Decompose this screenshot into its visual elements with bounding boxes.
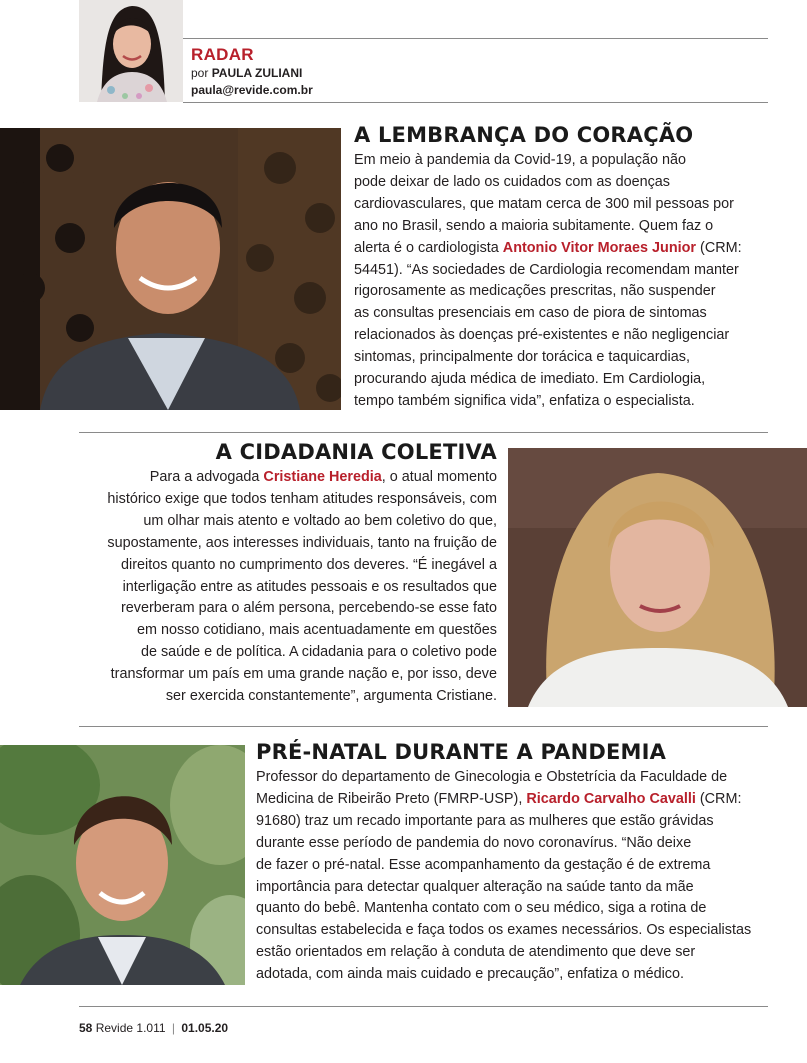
publication-name: Revide 1.011: [95, 1021, 166, 1035]
person-name-lawyer: Cristiane Heredia: [263, 469, 382, 485]
line: de fazer o pré-natal. Esse acompanhamento da gestação é de extrema: [256, 856, 711, 873]
line: [256, 789, 776, 811]
line: um olhar mais atento e voltado ao bem coletivo do que,: [143, 512, 497, 529]
line: 91680) traz um recado importante para as mulheres que estão grávidas: [256, 812, 714, 829]
line-part: Para a advogada: [149, 469, 264, 485]
line: pode deixar de lado os cuidados com as doenças: [354, 173, 671, 190]
article-3-photo: [0, 745, 245, 985]
article-1-body: [354, 150, 774, 413]
author-email: paula@revide.com.br: [191, 83, 313, 97]
footer-separator: |: [171, 1021, 175, 1035]
issue-date: 01.05.20: [181, 1021, 229, 1035]
line: rigorosamente as medicações prescritas, não suspender: [354, 283, 716, 300]
page-footer: [79, 1021, 228, 1035]
line-part: , o atual momento: [381, 469, 497, 485]
line: em nosso cotidiano, mais acentuadamente em questões: [137, 622, 497, 639]
divider-2: [79, 726, 768, 727]
line: consultas estabelecida e faça todos os exames necessários. Os especialistas: [256, 922, 752, 939]
line: cardiovasculares, que matam cerca de 300 mil pessoas por: [354, 195, 734, 212]
article-3-title: PRÉ-NATAL DURANTE A PANDEMIA: [256, 740, 667, 764]
line: 54451). “As sociedades de Cardiologia recomendam manter: [354, 261, 739, 278]
person-name-cardiologist: Antonio Vitor Moraes Junior: [502, 239, 697, 256]
article-3-body: [256, 767, 776, 986]
article-2-title: A CIDADANIA COLETIVA: [215, 440, 497, 464]
line: reverberam para o além persona, percebendo-se esse fato: [121, 600, 497, 617]
line: interligação entre as atitudes pessoais e os resultados que: [122, 578, 497, 595]
byline: [191, 66, 302, 80]
section-label: RADAR: [191, 45, 254, 64]
line: ser exercida constantemente”, argumenta Cristiane.: [165, 688, 497, 705]
line: transformar um país em uma grande nação e, por isso, deve: [110, 666, 497, 683]
line-part: (CRM:: [696, 239, 742, 256]
line-part: Medicina de Ribeirão Preto (FMRP-USP),: [256, 790, 527, 807]
line: supostamente, aos interesses individuais, tanto na fruição de: [107, 534, 497, 551]
line-part: (CRM:: [695, 790, 742, 807]
byline-prefix: por: [191, 66, 209, 80]
columnist-photo: [79, 0, 183, 102]
line: quanto do bebê. Mantenha contato com o seu médico, siga a rotina de: [256, 900, 707, 917]
author-name: PAULA ZULIANI: [211, 66, 303, 80]
header-bottom-rule: [183, 102, 768, 103]
line: sintomas, principalmente dor torácica e taquicardias,: [354, 349, 690, 366]
line: [354, 238, 774, 260]
line: [67, 467, 497, 489]
article-1-photo: [0, 128, 341, 410]
article-2-photo: [508, 448, 807, 707]
line: as consultas presenciais em caso de piora de sintomas: [354, 305, 707, 322]
line: estão orientados em relação à conduta de atendimento que deve ser: [256, 944, 696, 961]
line: durante esse período de pandemia do novo coronavírus. “Não deixe: [256, 834, 692, 851]
line: Professor do departamento de Ginecologia e Obstetrícia da Faculdade de: [256, 769, 728, 785]
line: ano no Brasil, sendo a maioria subitamente. Quem faz o: [354, 217, 714, 234]
line: importância para detectar qualquer alteração na saúde tanto da mãe: [256, 878, 694, 895]
person-name-professor: Ricardo Carvalho Cavalli: [526, 790, 696, 807]
line: tempo também significa vida”, enfatiza o especialista.: [354, 392, 695, 409]
page-number: 58: [79, 1021, 93, 1035]
line: procurando ajuda médica de imediato. Em Cardiologia,: [354, 371, 706, 388]
footer-rule: [79, 1006, 768, 1007]
article-1-title: A LEMBRANÇA DO CORAÇÃO: [354, 123, 694, 147]
line: de saúde e de política. A cidadania para o coletivo pode: [140, 644, 497, 661]
line-part: alerta é o cardiologista: [354, 239, 503, 256]
article-2-body: [67, 467, 497, 708]
line: relacionados às doenças pré-existentes e não negligenciar: [354, 327, 730, 344]
line: Em meio à pandemia da Covid-19, a população não: [354, 152, 686, 168]
line: direitos quanto no cumprimento dos deveres. “É inegável a: [121, 556, 497, 573]
line: adotada, com ainda mais cuidado e precaução”, enfatiza o médico.: [256, 966, 684, 983]
line: histórico exige que todos tenham atitudes responsáveis, com: [107, 490, 497, 507]
divider-1: [79, 432, 768, 433]
